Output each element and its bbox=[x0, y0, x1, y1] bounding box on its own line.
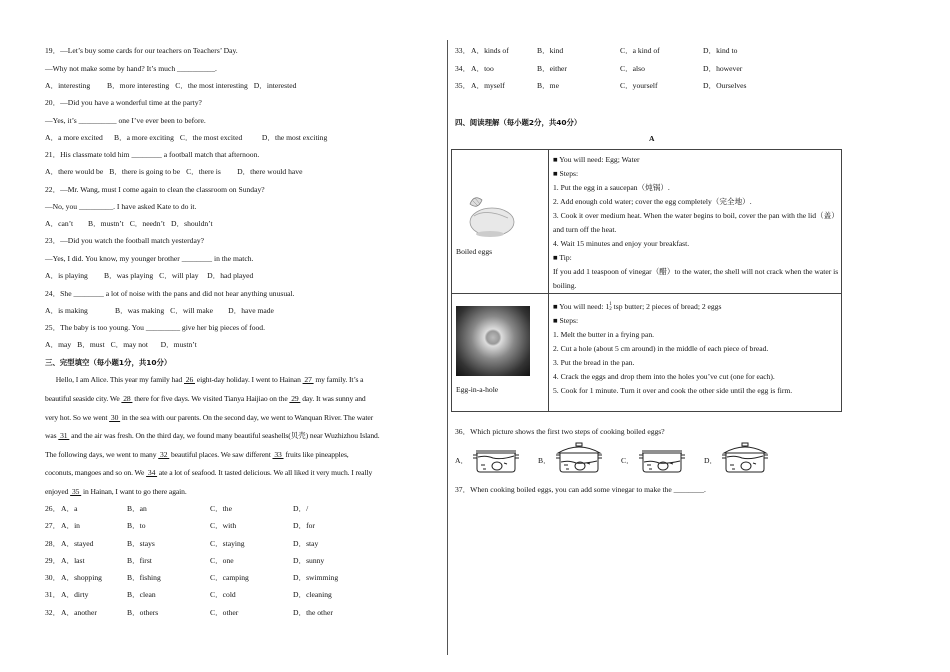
answer-option[interactable]: D．Ourselves bbox=[703, 81, 747, 90]
question-number: 33． bbox=[455, 46, 471, 55]
answer-option[interactable]: A．a more excited bbox=[45, 133, 103, 142]
question-stem: —No, you _________. I have asked Kate to do it. bbox=[45, 202, 197, 211]
saucepan-picture bbox=[471, 441, 521, 475]
answer-option[interactable]: A．in bbox=[61, 521, 80, 530]
answer-option[interactable]: A．interesting bbox=[45, 81, 91, 90]
ingredients-suffix: tsp butter; 2 pieces of bread; 2 eggs bbox=[611, 302, 722, 311]
answer-option[interactable]: B．either bbox=[537, 64, 567, 73]
answer-option[interactable]: A．last bbox=[61, 556, 85, 565]
answer-option[interactable]: C．with bbox=[210, 521, 237, 530]
recipe-instructions-cell bbox=[549, 150, 842, 294]
blank-28: 28 bbox=[121, 394, 133, 403]
question-number: 27． bbox=[45, 521, 61, 530]
recipe-instructions-cell bbox=[549, 294, 842, 412]
passage-line bbox=[45, 431, 380, 441]
answer-option[interactable]: A．kinds of bbox=[471, 46, 509, 55]
passage-text: The following days, we went to many bbox=[45, 450, 159, 459]
answer-option[interactable]: B．others bbox=[127, 608, 159, 617]
question-number: 30． bbox=[45, 573, 61, 582]
question-number: 32． bbox=[45, 608, 61, 617]
passage-text: and the air was fresh. On the third day, we found many beautiful seashells(贝壳) near Wuzhizhou Island. bbox=[69, 431, 380, 440]
answer-option[interactable]: B．a more exciting bbox=[114, 133, 174, 142]
answer-option[interactable]: C．cold bbox=[210, 590, 236, 599]
answer-option[interactable]: B．more interesting bbox=[107, 81, 170, 90]
passage-line bbox=[45, 413, 373, 423]
answer-option[interactable]: D．mustn’t bbox=[160, 340, 197, 349]
answer-option[interactable]: A．dirty bbox=[61, 590, 89, 599]
option-label: A． bbox=[455, 456, 469, 465]
question-stem: 21．His classmate told him ________ a football match that afternoon. bbox=[45, 150, 260, 159]
passage-text: ate a lot of seafood. It tasted delicious. We all liked it very much. I really bbox=[157, 468, 373, 477]
passage-text: very hot. So we went bbox=[45, 413, 110, 422]
section-3-title: 三、完型填空（每小题1分，共10分） bbox=[45, 358, 172, 367]
answer-option[interactable]: D．for bbox=[293, 521, 315, 530]
answer-option[interactable]: C．staying bbox=[210, 539, 245, 548]
answer-option[interactable]: C．will play bbox=[159, 271, 199, 280]
fraction-numerator: 1 bbox=[609, 302, 612, 308]
option-row bbox=[45, 306, 280, 316]
passage-text: eight-day holiday. I went to Hainan bbox=[195, 375, 303, 384]
answer-option[interactable]: A．a bbox=[61, 504, 78, 513]
recipe-row-egg-in-a-hole bbox=[452, 294, 842, 412]
section-4-title: 四、阅读理解（每小题2分，共40分） bbox=[455, 118, 582, 127]
answer-option[interactable]: A．is playing bbox=[45, 271, 88, 280]
answer-option[interactable]: C．yourself bbox=[620, 81, 658, 90]
recipe-name: Egg-in-a-hole bbox=[456, 385, 499, 394]
passage-text: enjoyed bbox=[45, 487, 71, 496]
answer-option[interactable]: D．the most exciting bbox=[261, 133, 328, 142]
answer-option[interactable]: D．kind to bbox=[703, 46, 738, 55]
answer-option[interactable]: C．there is bbox=[186, 167, 221, 176]
answer-option[interactable]: D．shouldn’t bbox=[171, 219, 213, 228]
passage-line bbox=[45, 487, 187, 497]
question-stem: —Why not make some by hand? It’s much __________. bbox=[45, 64, 217, 73]
answer-option[interactable]: C．camping bbox=[210, 573, 249, 582]
passage-text: coconuts, mangoes and so on. We bbox=[45, 468, 147, 477]
question-stem: 20．—Did you have a wonderful time at the party? bbox=[45, 98, 202, 107]
question-stem: 22．—Mr. Wang, must I come again to clean the classroom on Sunday? bbox=[45, 185, 265, 194]
recipe-ingredients bbox=[549, 300, 841, 314]
answer-option[interactable]: B．me bbox=[537, 81, 559, 90]
answer-option[interactable]: B．kind bbox=[537, 46, 564, 55]
answer-option[interactable]: B．to bbox=[127, 521, 146, 530]
option-row bbox=[45, 340, 203, 350]
answer-option[interactable]: B．there is going to be bbox=[109, 167, 181, 176]
saucepan-picture bbox=[637, 441, 687, 475]
blank-31: 31 bbox=[58, 431, 70, 440]
answer-option[interactable]: B．was making bbox=[115, 306, 165, 315]
question-stem: 24．She ________ a lot of noise with the pans and did not hear anything unusual. bbox=[45, 289, 295, 298]
option-label: C． bbox=[621, 456, 634, 465]
recipe-picture-cell bbox=[452, 294, 549, 412]
column-divider bbox=[447, 40, 448, 655]
question-number: 29． bbox=[45, 556, 61, 565]
answer-option[interactable]: D．the other bbox=[293, 608, 333, 617]
recipe-line: 4. Wait 15 minutes and enjoy your breakfast. bbox=[553, 239, 690, 248]
answer-option[interactable]: B．first bbox=[127, 556, 152, 565]
blank-35: 35 bbox=[70, 487, 82, 496]
answer-option[interactable]: C．the most interesting bbox=[175, 81, 248, 90]
answer-option[interactable]: B．mustn’t bbox=[88, 219, 124, 228]
recipe-picture-cell bbox=[452, 150, 549, 294]
blank-26: 26 bbox=[184, 375, 195, 384]
passage-text: there for five days. We visited Tianya Haijiao on the bbox=[132, 394, 290, 403]
option-label: B． bbox=[538, 456, 551, 465]
answer-option[interactable]: D．there would have bbox=[237, 167, 303, 176]
answer-option[interactable]: A．shopping bbox=[61, 573, 102, 582]
answer-option[interactable]: C．will make bbox=[170, 306, 213, 315]
recipe-line: 3. Put the bread in the pan. bbox=[553, 358, 635, 367]
recipe-row-boiled-eggs bbox=[452, 150, 842, 294]
answer-option[interactable]: C．also bbox=[620, 64, 645, 73]
recipe-line: 4. Crack the eggs and drop them into the holes you’ve cut (one for each). bbox=[553, 372, 775, 381]
recipe-line: ■ You will need: Egg; Water bbox=[553, 155, 640, 164]
ingredients-prefix: ■ You will need: 1 bbox=[553, 302, 610, 311]
passage-line bbox=[45, 450, 349, 460]
question-stem: 25．The baby is too young. You _________ give her big pieces of food. bbox=[45, 323, 265, 332]
answer-option[interactable]: C．other bbox=[210, 608, 239, 617]
recipe-line: If you add 1 teaspoon of vinegar（醋）to the water, the shell will not crack when the water is boiling. bbox=[553, 267, 839, 290]
recipe-line: 1. Put the egg in a saucepan（炖锅）. bbox=[553, 183, 670, 192]
recipe-line: ■ Steps: bbox=[553, 169, 579, 178]
passage-text: was bbox=[45, 431, 59, 440]
recipe-line: 2. Cut a hole (about 5 cm around) in the middle of each piece of bread. bbox=[553, 344, 769, 353]
answer-option[interactable]: A．there would be bbox=[45, 167, 104, 176]
passage-text: in the sea with our parents. On the second day, we went to Wanquan River. The water bbox=[120, 413, 374, 422]
answer-option[interactable]: B．was playing bbox=[104, 271, 154, 280]
option-row bbox=[45, 133, 333, 143]
passage-text: in Hainan, I want to go there again. bbox=[81, 487, 187, 496]
answer-option[interactable]: A．stayed bbox=[61, 539, 94, 548]
boiled-egg-image bbox=[456, 192, 518, 242]
answer-option[interactable]: A．another bbox=[61, 608, 97, 617]
answer-option[interactable]: C．one bbox=[210, 556, 234, 565]
blank-33: 33 bbox=[272, 450, 284, 459]
answer-option[interactable]: C．the most excited bbox=[179, 133, 243, 142]
question-number: 34． bbox=[455, 64, 471, 73]
passage-line bbox=[45, 468, 372, 478]
question-stem: 19．—Let’s buy some cards for our teachers on Teachers’ Day. bbox=[45, 46, 238, 55]
recipe-line: 5. Cook for 1 minute. Turn it over and cook the other side until the egg is firm. bbox=[553, 386, 793, 395]
answer-option[interactable]: A．is making bbox=[45, 306, 88, 315]
recipe-line: ■ Tip: bbox=[553, 253, 572, 262]
passage-text: Hello, I am Alice. This year my family had bbox=[45, 375, 184, 384]
question-number: 26． bbox=[45, 504, 61, 513]
blank-27: 27 bbox=[302, 375, 314, 384]
passage-line bbox=[45, 375, 363, 385]
blank-32: 32 bbox=[158, 450, 170, 459]
answer-option[interactable]: A．myself bbox=[471, 81, 505, 90]
answer-option[interactable]: D．however bbox=[703, 64, 743, 73]
passage-text: beautiful places. We saw different bbox=[169, 450, 273, 459]
answer-option[interactable]: A．may bbox=[45, 340, 72, 349]
answer-option[interactable]: D．stay bbox=[293, 539, 319, 548]
answer-option[interactable]: D．swimming bbox=[293, 573, 339, 582]
passage-text: beautiful seaside city. We bbox=[45, 394, 122, 403]
option-label: D． bbox=[704, 456, 718, 465]
answer-option[interactable]: B．an bbox=[127, 504, 147, 513]
answer-option[interactable]: A．can’t bbox=[45, 219, 74, 228]
answer-option[interactable]: B．must bbox=[77, 340, 105, 349]
blank-29: 29 bbox=[289, 394, 301, 403]
answer-option[interactable]: B．stays bbox=[127, 539, 155, 548]
answer-option[interactable]: D．cleaning bbox=[293, 590, 332, 599]
blank-30: 30 bbox=[109, 413, 121, 422]
recipe-line: 3. Cook it over medium heat. When the water begins to boil, cover the pan with the lid（盖）and turn off the heat. bbox=[553, 211, 839, 234]
recipe-name: Boiled eggs bbox=[456, 247, 493, 256]
question-number: 28． bbox=[45, 539, 61, 548]
answer-option[interactable]: C．a kind of bbox=[620, 46, 660, 55]
answer-option[interactable]: C．needn’t bbox=[129, 219, 166, 228]
answer-option[interactable]: D．/ bbox=[293, 504, 309, 513]
recipe-table bbox=[451, 149, 842, 412]
option-row bbox=[45, 219, 219, 229]
option-row bbox=[45, 271, 259, 281]
answer-option[interactable]: D．had played bbox=[207, 271, 254, 280]
saucepan-picture bbox=[554, 441, 604, 475]
question-stem: 23．—Did you watch the football match yesterday? bbox=[45, 236, 205, 245]
recipe-line: ■ Steps: bbox=[553, 316, 579, 325]
answer-option[interactable]: A．too bbox=[471, 64, 494, 73]
answer-option[interactable]: C．may not bbox=[110, 340, 148, 349]
question-37-stem: 37．When cooking boiled eggs, you can add some vinegar to make the ________. bbox=[455, 485, 706, 494]
passage-text: day. It was sunny and bbox=[300, 394, 366, 403]
question-stem: —Yes, it’s __________ one I’ve ever been to before. bbox=[45, 116, 206, 125]
recipe-line: 1. Melt the butter in a frying pan. bbox=[553, 330, 655, 339]
passage-text: my family. It’s a bbox=[313, 375, 364, 384]
answer-option[interactable]: B．fishing bbox=[127, 573, 161, 582]
question-36-stem: 36．Which picture shows the first two steps of cooking boiled eggs? bbox=[455, 427, 665, 436]
option-row bbox=[45, 167, 308, 177]
answer-option[interactable]: B．clean bbox=[127, 590, 156, 599]
passage-text: fruits like pineapples, bbox=[283, 450, 349, 459]
option-row bbox=[45, 81, 302, 91]
answer-option[interactable]: D．interested bbox=[253, 81, 297, 90]
passage-line bbox=[45, 394, 366, 404]
saucepan-picture bbox=[720, 441, 770, 475]
egg-in-a-hole-image bbox=[456, 306, 530, 376]
passage-a-label: A bbox=[649, 134, 655, 143]
question-number: 35． bbox=[455, 81, 471, 90]
answer-option[interactable]: D．sunny bbox=[293, 556, 325, 565]
blank-34: 34 bbox=[146, 468, 158, 477]
question-stem: —Yes, I did. You know, my younger brother ________ in the match. bbox=[45, 254, 254, 263]
answer-option[interactable]: C．the bbox=[210, 504, 232, 513]
fraction-denominator: 2 bbox=[609, 307, 612, 313]
question-number: 31． bbox=[45, 590, 61, 599]
answer-option[interactable]: D．have made bbox=[228, 306, 274, 315]
recipe-line: 2. Add enough cold water; cover the egg completely（完全地）. bbox=[553, 197, 752, 206]
